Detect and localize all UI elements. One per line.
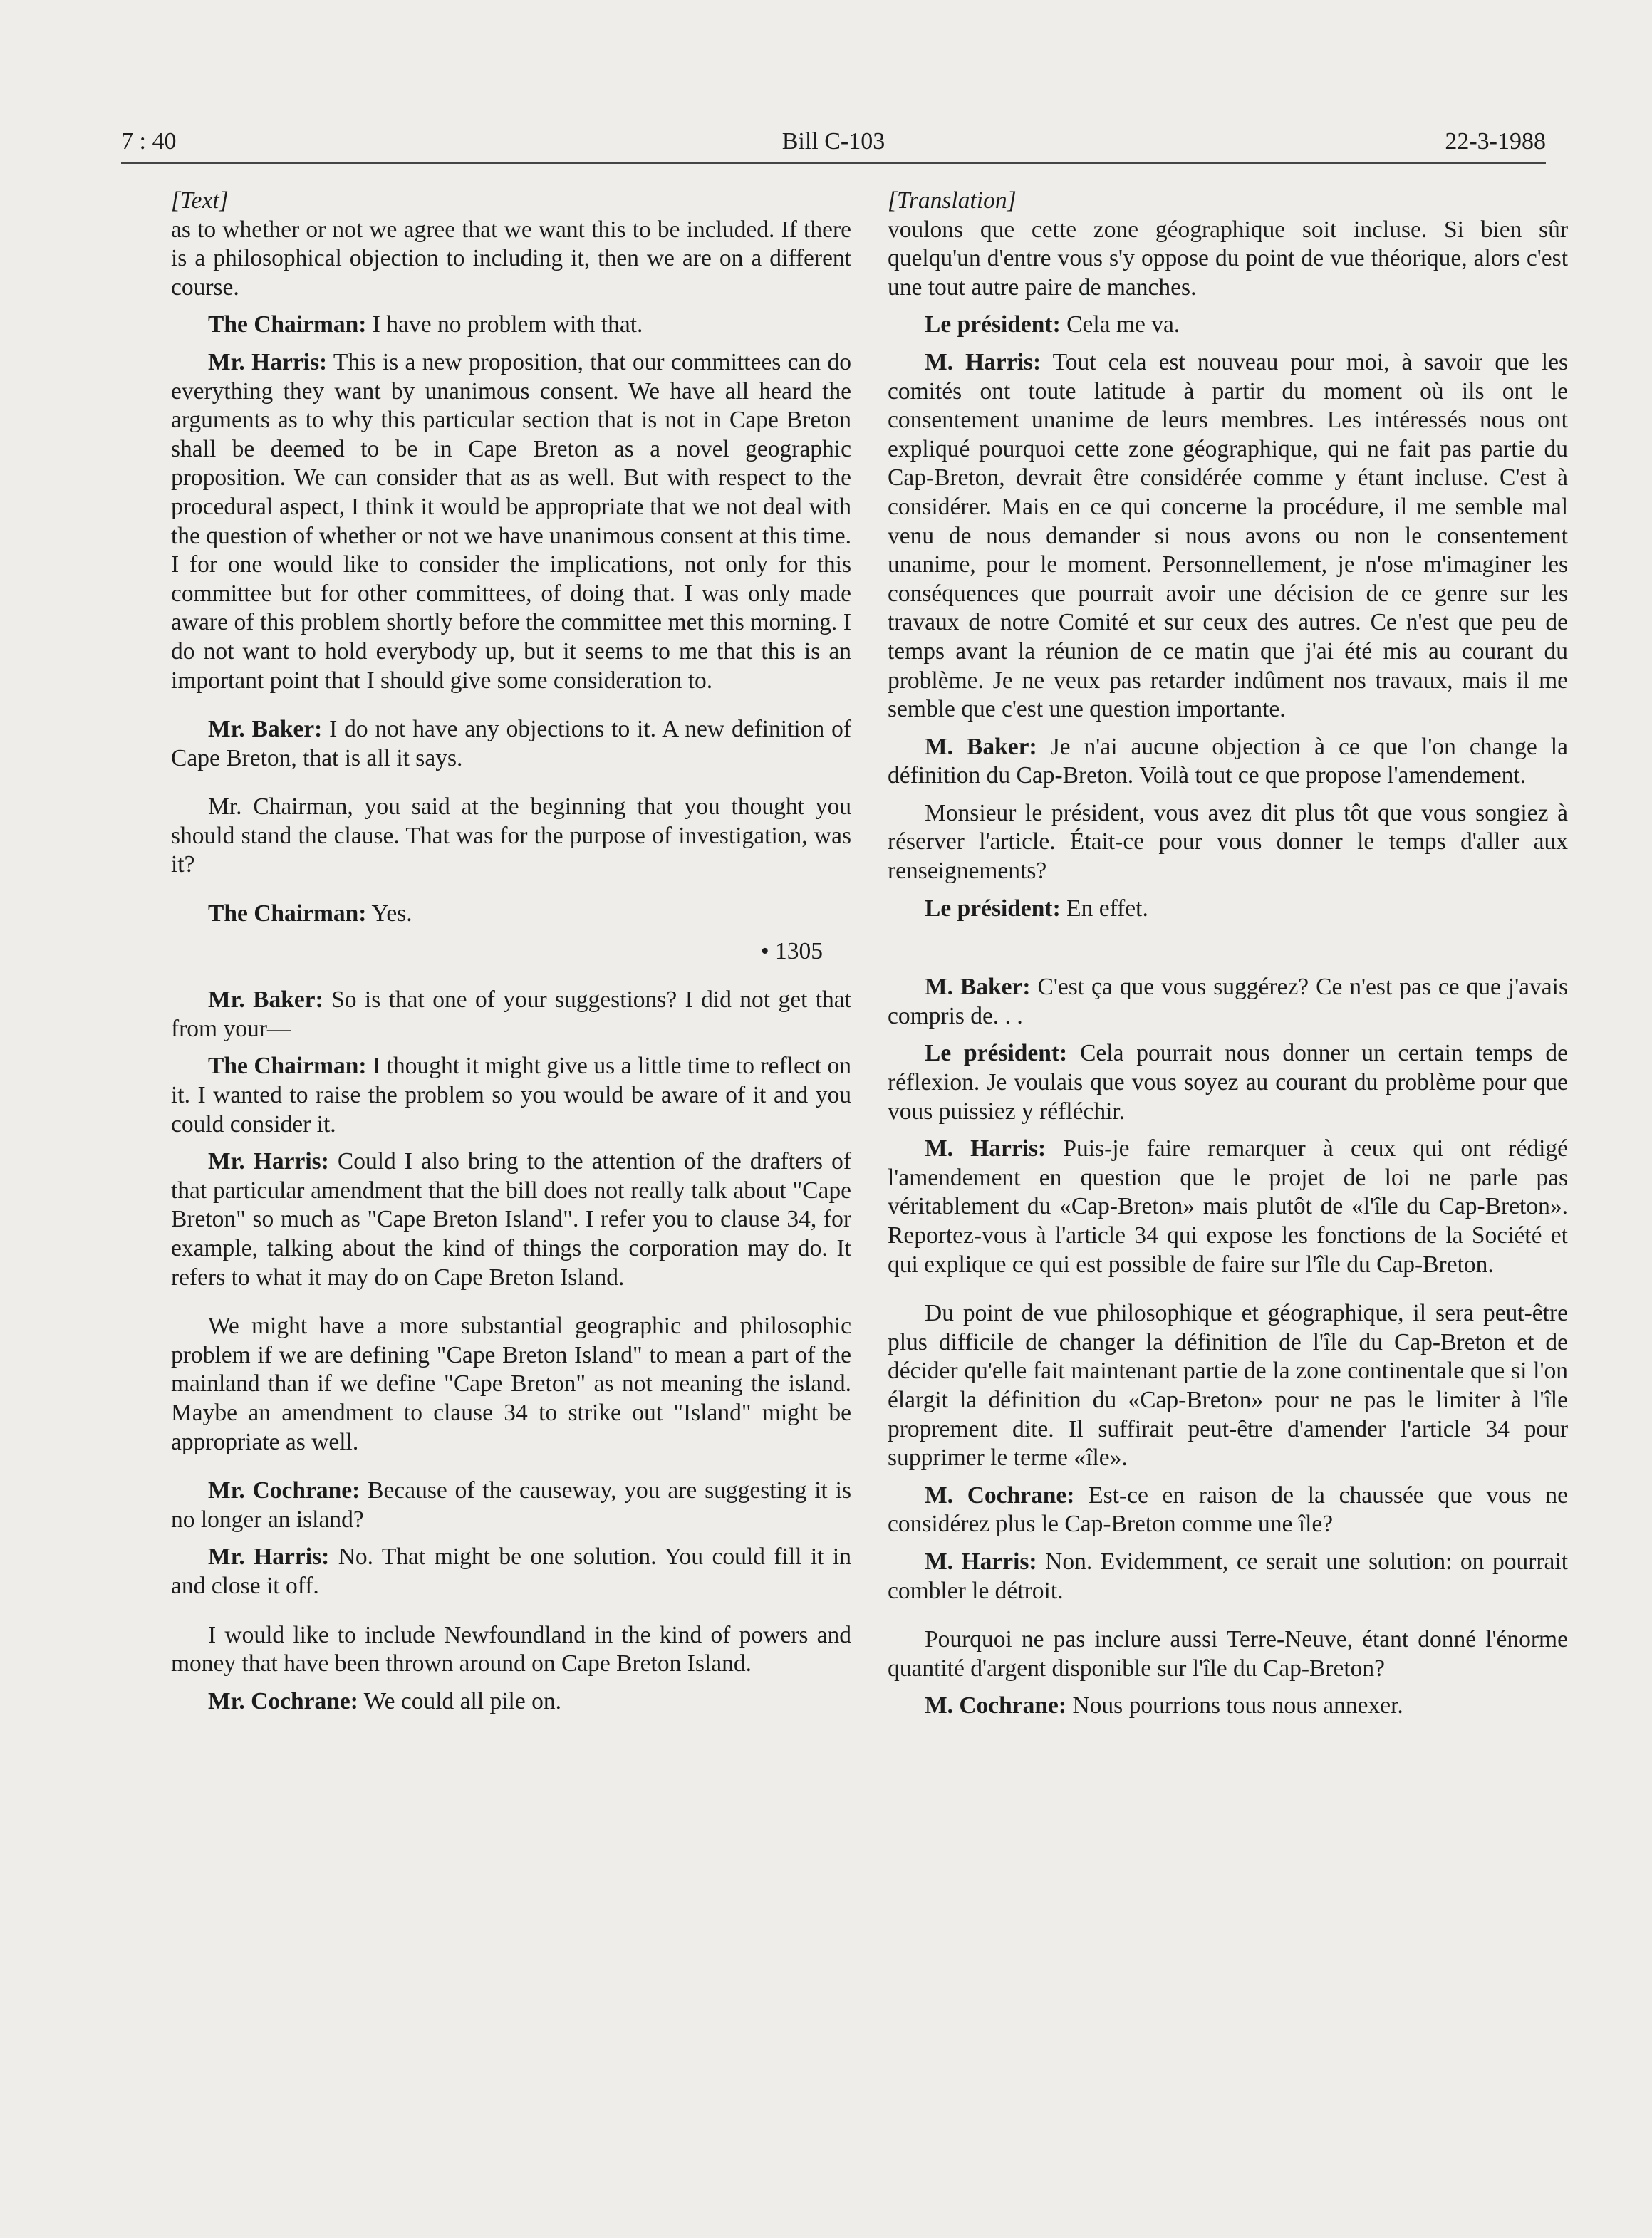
header-rule [121,162,1546,164]
paragraph [888,1039,1568,1126]
paragraph [171,986,851,1043]
header-date: 22-3-1988 [1445,128,1546,155]
paragraph [171,1477,851,1534]
speech-text: I thought it might give us a little time to reflect on it. I wanted to raise the problem so you would be aware of it and you could consider it. [171,1053,851,1138]
speech-text: Cela me va. [1060,311,1180,338]
paragraph [888,1692,1568,1721]
english-column [171,187,851,1724]
time-marker: • 1305 [760,937,823,964]
speech-text: C'est ça que vous suggérez? Ce n'est pas ce que j'avais compris de. . . [888,974,1568,1029]
speech-text: Tout cela est nouveau pour moi, à savoir que les comités ont toute latitude à partir du moment où ils ont le consentement unanime de leurs membres. Les intéressés nous ont expliqué pourquoi cette zone géographique, qui ne fait pas partie du Cap-Breton, devrait être considérée comme y étant incluse. C'est à considérer. Mais en ce qui concerne la procédure, il me semble mal venu de nous demander si nous avons ou non le consentement unanime, pour le moment. Personnellement, je n'ose m'imaginer les conséquences que pourrait avoir une décision de ce genre sur les travaux de notre Comité et sur ceux des autres. Ce n'est que peu de temps avant la réunion de ce matin que j'ai été mis au courant du problème. Je ne veux pas retarder indûment nos travaux, mais il me semble que c'est une question importante. [888,348,1568,723]
bill-title: Bill C-103 [781,128,885,155]
speech-text: I do not have any objections to it. A new definition of Cape Breton, that is all it says. [171,716,851,771]
paragraph [171,715,851,773]
paragraph [171,1543,851,1601]
speaker-name: M. Harris: [925,1548,1037,1575]
speaker-name: M. Cochrane: [925,1692,1067,1719]
speaker-name: Le président: [925,311,1061,338]
paragraph: Pourquoi ne pas inclure aussi Terre-Neuve, étant donné l'énorme quantité d'argent disponible sur l'île du Cap-Breton? [888,1626,1568,1682]
paragraph [888,1482,1568,1539]
french-column [888,187,1568,1729]
paragraph: as to whether or not we agree that we want this to be included. If there is a philosophical objection to including it, then we are on a different course. [171,216,851,301]
paragraph [171,1052,851,1139]
page-number: 7 : 40 [121,128,177,155]
speech-text: Yes. [366,900,412,927]
text-label: [Text] [171,187,229,214]
speaker-name: Mr. Harris: [208,348,328,375]
paragraph [888,1135,1568,1279]
paragraph: Du point de vue philosophique et géographique, il sera peut-être plus difficile de changer la définition de l'île du Cap-Breton et de décider qu'elle fait maintenant partie de la zone continentale que si l'on élargit la définition du «Cap-Breton» pour ne pas le limiter à l'île proprement dite. Il suffirait peut-être d'amender l'article 34 pour supprimer le terme «île». [888,1300,1568,1472]
speech-text: No. That might be one solution. You could fill it in and close it off. [171,1544,851,1599]
speaker-name: M. Harris: [925,1135,1046,1162]
speech-text: Je n'ai aucune objection à ce que l'on change la définition du Cap-Breton. Voilà tout ce que propose l'amendement. [888,733,1568,789]
speaker-name: Mr. Harris: [208,1544,330,1571]
speaker-name: The Chairman: [208,900,367,927]
speaker-name: Mr. Harris: [208,1148,329,1175]
speech-text: We could all pile on. [358,1687,561,1714]
paragraph [171,1687,851,1717]
speech-text: Est-ce en raison de la chaussée que vous ne considérez plus le Cap-Breton comme une île? [888,1482,1569,1538]
paragraph [888,1548,1568,1605]
paragraph: I would like to include Newfoundland in the kind of powers and money that have been thrown around on Cape Breton Island. [171,1621,851,1677]
paragraph [888,733,1568,791]
speaker-name: Le président: [925,1040,1068,1067]
speaker-name: Mr. Baker: [208,716,323,743]
paragraph: We might have a more substantial geographic and philosophic problem if we are defining "Cape Breton Island" to mean a part of the mainland than if we define "Cape Breton" as not meaning the island. Maybe an amendment to clause 34 to strike out "Island" might be appropriate as well. [171,1313,851,1455]
paragraph [888,311,1568,340]
speech-text: En effet. [1060,895,1148,922]
speech-text: Could I also bring to the attention of the drafters of that particular amendment that the bill does not really talk about "Cape Breton" so much as "Cape Breton Island". I refer you to clause 34, for example, talking about the kind of things the corporation may do. It refers to what it may do on Cape Breton Island. [171,1148,851,1291]
paragraph [888,895,1568,924]
paragraph: Monsieur le président, vous avez dit plus tôt que vous songiez à réserver l'article. Était-ce pour vous donner le temps d'aller aux renseignements? [888,799,1568,885]
paragraph: voulons que cette zone géographique soit incluse. Si bien sûr quelqu'un d'entre vous s'y oppose du point de vue théorique, alors c'est une tout autre paire de manches. [888,216,1568,301]
speaker-name: M. Cochrane: [925,1482,1075,1509]
paragraph [888,348,1568,724]
speech-text: Cela pourrait nous donner un certain temps de réflexion. Je voulais que vous soyez au courant du problème pour que vous puissiez y réfléchir. [888,1040,1568,1125]
speech-text: So is that one of your suggestions? I did not get that from your— [171,987,851,1042]
speech-text: Non. Evidemment, ce serait une solution: on pourrait combler le détroit. [888,1548,1568,1604]
paragraph [171,1147,851,1292]
paragraph [171,900,851,929]
speaker-name: Mr. Cochrane: [208,1477,360,1504]
paragraph [888,973,1568,1031]
speaker-name: M. Baker: [925,974,1031,1001]
speech-text: This is a new proposition, that our committees can do everything they want by unanimous consent. We have all heard the arguments as to why this particular section that is not in Cape Breton shall be deemed to be in Cape Breton as a novel geographic proposition. We can consider that as as well. But with respect to the procedural aspect, I think it would be appropriate that we not deal with the question of whether or not we have unanimous consent at this time. I for one would like to consider the implications, not only for this committee but for other committees, of doing that. I was only made aware of this problem shortly before the committee met this morning. I do not want to hold everybody up, but it seems to me that this is an important point that I should give some consideration to. [171,348,851,694]
speaker-name: The Chairman: [208,311,367,338]
page-header [121,128,1546,164]
speaker-name: M. Harris: [925,348,1041,375]
speech-text: Nous pourrions tous nous annexer. [1066,1692,1403,1719]
speaker-name: The Chairman: [208,1053,367,1080]
speaker-name: Le président: [925,895,1061,922]
speech-text: I have no problem with that. [366,311,643,338]
paragraph [171,311,851,340]
paragraph [171,348,851,695]
translation-label: [Translation] [888,187,1017,214]
speech-text: Puis-je faire remarquer à ceux qui ont rédigé l'amendement en question que le projet de loi ne parle pas véritablement du «Cap-Breton» mais plutôt de «l'île du Cap-Breton». Reportez-vous à l'article 34 qui expose les fonctions de la Société et qui explique ce qui est possible de faire sur l'île du Cap-Breton. [888,1135,1569,1278]
speaker-name: Mr. Cochrane: [208,1687,358,1714]
speaker-name: Mr. Baker: [208,987,323,1014]
paragraph: Mr. Chairman, you said at the beginning that you thought you should stand the clause. That was for the purpose of investigation, was it? [171,793,851,878]
speaker-name: M. Baker: [925,733,1037,760]
speech-text: Because of the causeway, you are suggesting it is no longer an island? [171,1477,851,1533]
